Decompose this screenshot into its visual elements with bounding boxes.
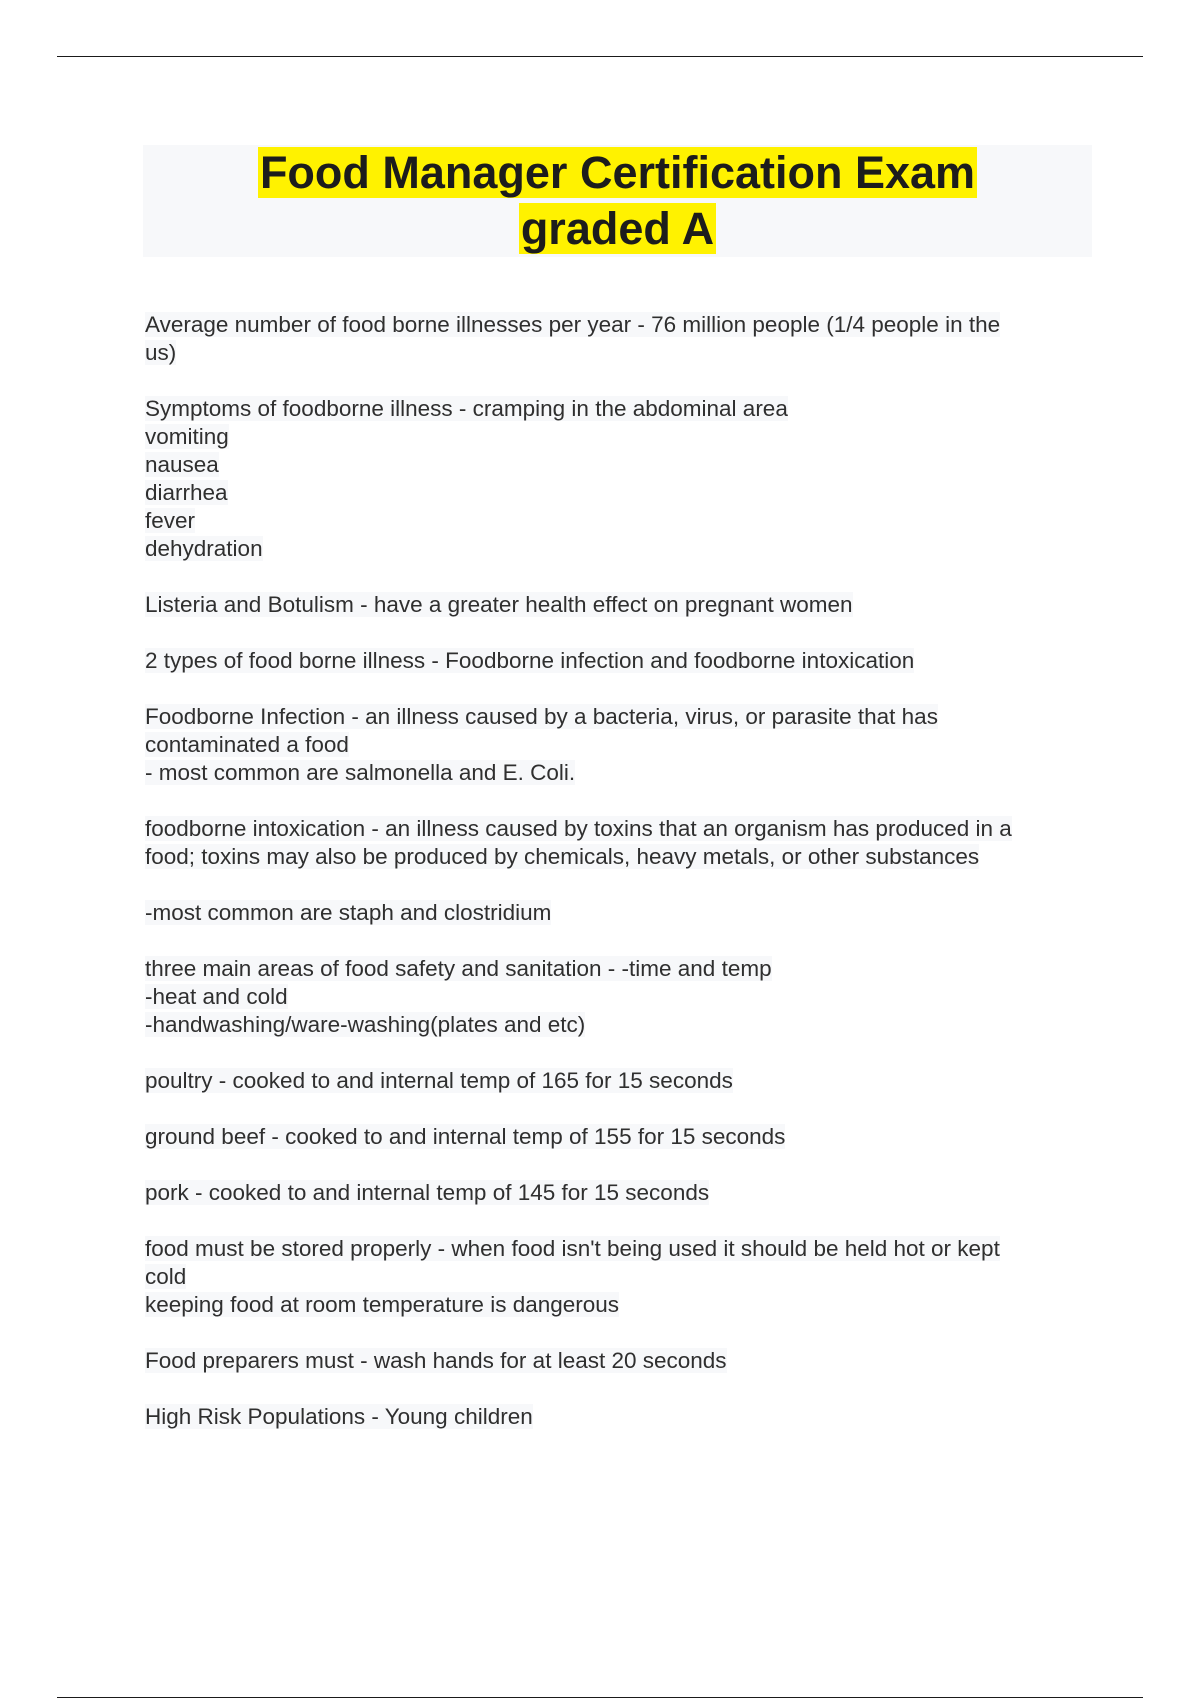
entry-line-text: - most common are salmonella and E. Coli. (145, 760, 576, 785)
entry-line-text: 2 types of food borne illness - Foodborne infection and foodborne intoxication (145, 648, 915, 673)
entry-line (145, 395, 1095, 423)
flashcard-entry (145, 955, 1095, 1039)
entry-line-text: Average number of food borne illnesses per year - 76 million people (1/4 people in the (145, 312, 1001, 337)
flashcard-entry (145, 1235, 1095, 1319)
footer-rule (57, 1697, 1143, 1698)
entry-line (145, 451, 1095, 479)
entry-line (145, 647, 1095, 675)
header-rule (57, 56, 1143, 57)
entry-line-text: -most common are staph and clostridium (145, 900, 552, 925)
entry-line-text: Listeria and Botulism - have a greater health effect on pregnant women (145, 592, 853, 617)
flashcard-entry (145, 1403, 1095, 1431)
entry-line (145, 955, 1095, 983)
entry-line (145, 1291, 1095, 1319)
entry-line-text: Foodborne Infection - an illness caused by a bacteria, virus, or parasite that has (145, 704, 938, 729)
entry-line-text: ground beef - cooked to and internal temp of 155 for 15 seconds (145, 1124, 786, 1149)
entry-line (145, 1011, 1095, 1039)
entry-line (145, 1263, 1095, 1291)
entry-line (145, 759, 1095, 787)
title-highlight-1: Food Manager Certification Exam (259, 147, 976, 198)
entry-line-text: fever (145, 508, 196, 533)
flashcard-entry (145, 1347, 1095, 1375)
flashcard-entry (145, 311, 1095, 367)
entry-line (145, 1123, 1095, 1151)
entry-line (145, 1067, 1095, 1095)
entry-line (145, 423, 1095, 451)
entry-line (145, 899, 1095, 927)
entry-line-text: three main areas of food safety and sanitation - -time and temp (145, 956, 772, 981)
flashcard-entry (145, 815, 1095, 871)
entry-line (145, 703, 1095, 731)
flashcard-entry (145, 899, 1095, 927)
entry-line-text: diarrhea (145, 480, 228, 505)
entry-line-text: Symptoms of foodborne illness - cramping in the abdominal area (145, 396, 788, 421)
flashcard-entry (145, 1123, 1095, 1151)
entry-line (145, 815, 1095, 843)
entry-line (145, 983, 1095, 1011)
title-line-2 (143, 201, 1092, 257)
entry-line (145, 479, 1095, 507)
entry-line-text: foodborne intoxication - an illness caused by toxins that an organism has produced in a (145, 816, 1012, 841)
entry-line-text: -handwashing/ware-washing(plates and etc) (145, 1012, 586, 1037)
entry-line (145, 507, 1095, 535)
entry-line-text: pork - cooked to and internal temp of 145 for 15 seconds (145, 1180, 710, 1205)
entry-line-text: poultry - cooked to and internal temp of 165 for 15 seconds (145, 1068, 733, 1093)
entry-line-text: us) (145, 340, 177, 365)
entry-line-text: food must be stored properly - when food isn't being used it should be held hot or kept (145, 1236, 1000, 1261)
entry-line (145, 1347, 1095, 1375)
flashcard-entry (145, 591, 1095, 619)
entry-line-text: cold (145, 1264, 187, 1289)
entry-line (145, 311, 1095, 339)
entry-line-text: dehydration (145, 536, 263, 561)
entry-line-text: contaminated a food (145, 732, 349, 757)
flashcard-entry (145, 1067, 1095, 1095)
entry-line (145, 1235, 1095, 1263)
flashcard-entry (145, 395, 1095, 563)
entry-line-text: vomiting (145, 424, 229, 449)
entry-line-text: food; toxins may also be produced by chemicals, heavy metals, or other substances (145, 844, 980, 869)
entry-line (145, 535, 1095, 563)
document-title (143, 145, 1092, 257)
flashcard-entry (145, 703, 1095, 787)
title-highlight-2: graded A (520, 203, 715, 254)
entry-line (145, 731, 1095, 759)
entry-line-text: -heat and cold (145, 984, 288, 1009)
entry-line (145, 843, 1095, 871)
flashcard-entry (145, 647, 1095, 675)
entry-line-text: Food preparers must - wash hands for at least 20 seconds (145, 1348, 727, 1373)
entry-line (145, 591, 1095, 619)
entry-line (145, 339, 1095, 367)
entry-line (145, 1179, 1095, 1207)
entry-line-text: High Risk Populations - Young children (145, 1404, 533, 1429)
entry-line-text: keeping food at room temperature is dangerous (145, 1292, 620, 1317)
title-line-1 (143, 145, 1092, 201)
flashcard-entry (145, 1179, 1095, 1207)
entry-line (145, 1403, 1095, 1431)
flashcard-list (145, 311, 1095, 1459)
entry-line-text: nausea (145, 452, 219, 477)
